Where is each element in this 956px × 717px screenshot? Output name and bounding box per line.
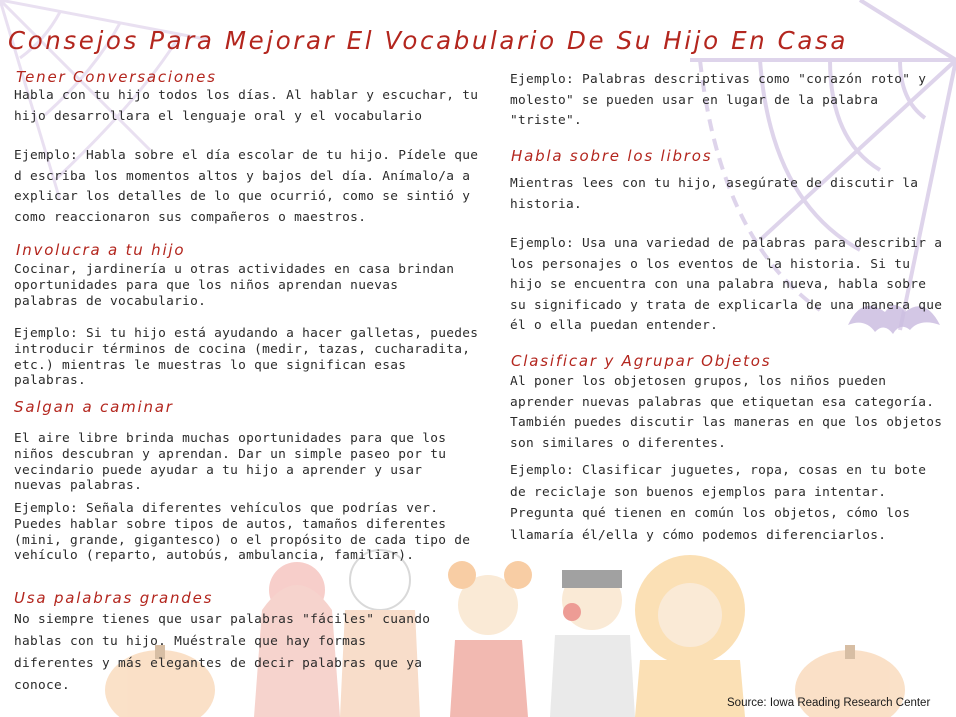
caminar-text: El aire libre brinda muchas oportunidades para que los niños descubran y aprendan. Dar un simple paseo por tu vecindario puede ayudar a tu hijo a aprender y usar nuevas palabras. (14, 431, 447, 494)
involucra-text: Cocinar, jardinería u otras actividades en casa brindan oportunidades para que los niños aprendan nuevas palabras de vocabulario. (14, 262, 455, 309)
heading-tener-conversaciones: Tener Conversaciones (16, 68, 217, 86)
caminar-example: Ejemplo: Señala diferentes vehículos que podrías ver. Puedes hablar sobre tipos de autos, tamaños diferentes (mini, grande, gigantesco) o el propósito de cada tipo de vehículo (reparto, autobús, ambulancia, familiar). (14, 501, 471, 564)
grandes-example: Ejemplo: Palabras descriptivas como "corazón roto" y molesto" se pueden usar en lugar de la palabra "triste". (510, 72, 927, 128)
heading-palabras-grandes: Usa palabras grandes (14, 589, 214, 607)
heading-clasificar: Clasificar y Agrupar Objetos (511, 352, 772, 370)
conversaciones-example: Ejemplo: Habla sobre el día escolar de tu hijo. Pídele que d escriba los momentos altos y bajos del día. Anímalo/a a explicar los detalles de lo que ocurrió, como se sintió y como reaccionaron sus compañeros o maestros. (14, 148, 479, 225)
heading-involucra: Involucra a tu hijo (16, 241, 186, 259)
libros-example: Ejemplo: Usa una variedad de palabras para describir a los personajes o los eventos de la historia. Si tu hijo se encuentra con una palabra nueva, habla sobre su significado y trata de explicarla de una manera que él o ella puedan entender. (510, 236, 943, 333)
libros-text: Mientras lees con tu hijo, asegúrate de discutir la historia. (510, 176, 919, 212)
clasificar-example: Ejemplo: Clasificar juguetes, ropa, cosas en tu bote de reciclaje son buenos ejemplos para intentar. Pregunta qué tienen en común los objetos, cómo los llamaría él/ella y cómo podemos diferenciarlos. (510, 463, 927, 543)
clasificar-text: Al poner los objetosen grupos, los niños pueden aprender nuevas palabras que etiquetan esa categoría. También puedes discutir las maneras en que los objetos son similares o diferentes. (510, 374, 943, 451)
heading-salgan-caminar: Salgan a caminar (14, 398, 174, 416)
page-title: Consejos Para Mejorar El Vocabulario De Su Hijo En Casa (8, 26, 848, 55)
involucra-example: Ejemplo: Si tu hijo está ayudando a hacer galletas, puedes introducir términos de cocina (medir, tazas, cucharadita, etc.) mientras le muestras lo que significan esas palabras. (14, 326, 479, 389)
grandes-text: No siempre tienes que usar palabras "fáciles" cuando hablas con tu hijo. Muéstrale que hay formas diferentes y más elegantes de decir palabras que ya conoce. (14, 612, 431, 693)
conversaciones-text: Habla con tu hijo todos los días. Al hablar y escuchar, tu hijo desarrollara el lenguaje oral y el vocabulario (14, 88, 479, 124)
source-credit: Source: Iowa Reading Research Center (727, 697, 931, 709)
heading-habla-libros: Habla sobre los libros (511, 147, 713, 165)
